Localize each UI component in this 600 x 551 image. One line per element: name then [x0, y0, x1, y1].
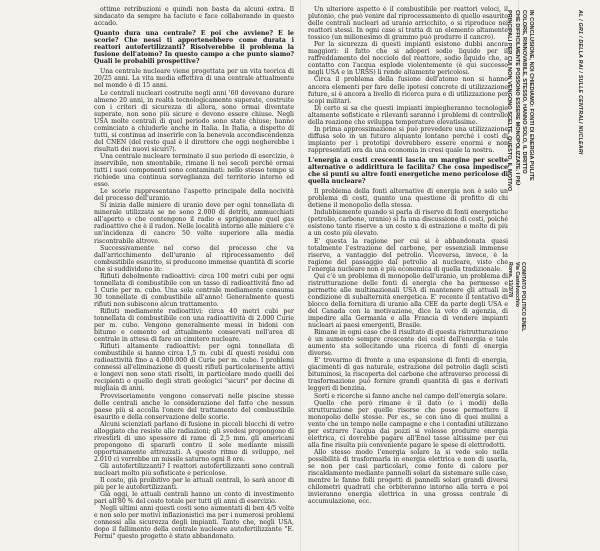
- paragraph: Quanto dura una centrale? E poi che avviene? E le scorie? Che nessi ti apportenebbero come durata i reattori autofertilizzanti? Risolverebbe il problema la fusione dell'atomo? In questo campo a che punto siamo? Quali le probabili prospettive?: [94, 30, 294, 66]
- signature-line: Via Castelvecchio: [513, 262, 520, 307]
- conclusion-line: COLORE, RINNOVABILE, STESSO, HANNO SOLO, IL DIRITTO: [520, 10, 527, 174]
- paragraph: Rimane in ogni caso che il risultato di questa ristrutturazione è un aumento sempre crescente dei costi dell'energia e tale aumento sta sollecitando una ricerca di fonti di energia diverse.: [308, 329, 508, 358]
- paragraph: Negli ultimi anni questi costi sono aumentati di ben 4/5 volte e non solo per motivi inflazionistici ma per i numerosi problemi connessi alla sicurezza degli impianti. Tanto che, negli USA, dopo il fallimento della centrale nucleare autofertilizzante "E. Fermi" questo progetto è stato abbandonato.: [94, 505, 294, 541]
- paragraph: Sorti e ricerche si fanno anche nel campo dell'energia solare.: [314, 392, 508, 400]
- paragraph: Si inizia dalle miniere di uranio dove per ogni tonnellata di minerale utilizzata se ne sono 2.000 di detriti, ammucchiati all'aperto e che contengono il radio e sprigionano quel gas radioattivo che è il radon. Nelle località intorno alle miniere c'è un'incidenza di cancro 50 volte superiore alla media riscontrabile altrove.: [94, 202, 294, 245]
- page-fold: [300, 0, 301, 551]
- paragraph: Una centrale nucleare viene progettata per un vita teorica di 20/25 anni. La vita media effettiva di una centrale attualmente nel mondo è di 15 anni.: [94, 68, 294, 90]
- paragraph: Già oggi, le attuali centrali hanno un conto di investimento pari all'80 % del costo totale per tutti gli anni di esercizio.: [94, 491, 294, 506]
- paragraph: Un ulteriore aspetto è il combustibile per reattori veloci, il plutonio, che può venire dal riprocessamento di quello esaurito delle centrali nucleari ad uranio arricchito, o si riproduce nei reattori stessi. In ogni caso si tratta di un elemento altamente tossico (un milionesimo di grammo può produrre il cancro).: [308, 6, 508, 42]
- conclusion-line: IN CONCLUSIONE, NOI CHIEDIAMO: FONTI DI ENERGIA PULITE: [528, 10, 534, 181]
- paragraph: Allo stesso modo l'energia solare la si vede solo nella possibilità di trasformarla in energia elettrica e non di usarla, se non per casi particolari, come fonte di calore per riscaldamento mediante pannelli solari da sistemare sulle case, mentre le fanno folli progetti di pannelli solari grandi diversi chilometri quadrati che orbiteranno intorno alla terra e poi invieranno energia elettrica in una grossa centrale di accumulazione, ecc.: [308, 448, 508, 506]
- paragraph: Il costo, già proibitivo per le attuali centrali, lo sarà ancor di più per le autofertilizzanti.: [94, 477, 294, 492]
- paragraph: In prima approssimazione si può prevedere una utilizzazione diffusa solo in un futuro alquanto lontano perché i costi di impianto per i prototipi dovrebbero essere enormi e non rappresentati ora da una economia in cresi quale la nostra.: [308, 125, 508, 154]
- conclusion-line: CHE DIFFICILMENTE POSSONO ESSERE MONOPOLIZZATE. I PIÙ: [513, 10, 520, 186]
- paragraph: ottime retribuzioni e quindi non basta da alcuni extra. Il sindacato da sempre ha taciuto e face collaborando in questo accado.: [94, 6, 294, 28]
- paragraph: Per la sicurezza di questi impianti esistono dubbi ancora maggiori: il fatto che si adoperi sodio liquido per il raffreddamento del nocciolo del reattore, sodio liquido che, a contatto con l'acqua esplode violentemente (è qui successo negli USA e in URSS) li rende altamente pericolosi.: [308, 41, 508, 77]
- paragraph: Le centrali nucleari costruite negli anni '60 dovevano durare almeno 20 anni, in realtà tecnologicamente superate, costruite con i criteri di sicurezza di allora, sono ormai diventate superate, non sono più sicure e devono essere chiuse. Negli USA molte centrali di quel periodo sono state chiuse; hanno cominciato a chiuderle anche in Italia. In Italia, a dispetto di tutti, si continua ad inserirle con la benevola accondiscendenza del CNEN (del resto qual è il direttore che oggi negherebbe i risultati dei nuovi sicuri?).: [94, 89, 294, 153]
- signature-line: COMITATO POLITICO ENEL: [520, 262, 526, 332]
- signature-line: Roma, 11/3/78: [507, 262, 514, 298]
- paragraph: E' trovarmo di fronte a una espansione di fonti di energia, giacimenti di gas naturale, estrazione del petrolio dagli scisti bituminosi, la riscoperta del carbone che attraverso processi di trasformazione può fornire grandi quantità di gas e derivati leggeri di benzina.: [308, 357, 508, 393]
- paragraph: L'energia a costi crescenti lascia un margine per scelte alternative o addirittura le facilita? Che cosa impedisce che si punti su altre fonti energetiche meno pericolose di quella nucleare?: [308, 156, 508, 186]
- paragraph: Il problema della fonti alternative di energia non è solo un problema di costi, quanto una questione di profitto di chi detiene il monopolio della stessa.: [308, 188, 508, 210]
- paragraph: Le scorie rappresentano l'aspetto principale della nocività del processo dell'uranio.: [94, 188, 294, 203]
- paragraph: Alcuni scienziati parlano di fusione in piccoli blocchi di vetro alloggiato che resiste alle radiazioni; gli svedesi propongono di rivestirli di uno spessore di rame di 2,5 mm. gli americani propongono di spararli contro il sole mediante missili opportunamente attrezzati. A questo ritmo di sviluppo, nel 2.010 ci vorrebbe un missile saturno ogni 8 ore.: [94, 420, 294, 463]
- side-footer-text: AL / GR1 / DELLA RAI / SULLE CENTRALI NUCLEARI: [577, 10, 583, 155]
- paragraph: Successivamente nel corso del processo che va dall'arricchimento dell'uranio al riprocessamento del combustibile esaurito, si producono immense quantità di scorie che si suddividono in:: [94, 244, 294, 273]
- paragraph: E' questa la ragione per cui si è abbandonata quasi totalmente l'estrazione del carbone, per essenziali immense riserve, a vantaggio del petrolio. Viceversa, invece, è la ragione del passaggio dal petrolio al nucleare, visto che l'energia nucleare non è più economica di quella tradizionale.: [308, 237, 508, 273]
- paragraph: Gli autofertilizzanti? I reattori autofertilizzanti sono centrali nucleari molto più sofisticate e pericolose.: [94, 463, 294, 478]
- paragraph: Provvisoriamente vengono conservati nelle piscine stesse delle centrali anche le considerazione del fatto che nessun paese più si accolla l'onere del trattamento del combustibile esaurito e della conservazione delle scorie.: [94, 392, 294, 421]
- left-text-column: [94, 6, 294, 544]
- paragraph: Rifiuti altamente radioattivi: per ogni tonnellata di combustibile si hanno circa 1,5 m. cubi di questi residui con radioattività fino a 4.000.000 di Curie per m. cubo. I problemi connessi all'eliminazione di questi rifiuti particolarmente attivi e longevi non sono stati risolti, in particolare modo quelli dei recipienti o quello degli strati geologici "sicuri" per decine di migliaia di anni.: [94, 343, 294, 393]
- paragraph: Qui c'è un problema di monopolio dell'uranio, un problema di ristrutturazione delle fonti di energia che ha permesso e permette alle multinazionali USA di mantenere gli attuali in condizione di subalternità energetica. E' recente il tentativo di blocco della fornitura di uranio alla CEE da parte degli USA e del Canada con la motivazione, dice la voto di agenzia, di impedire alla Germania e alla Francia di vendere impianti nucleari ai paesi emergenti, Brasile.: [308, 272, 508, 330]
- paragraph: Circa il problema della fusione dell'atomo non si hanno ancora elementi per fare delle ipotesi concrete di utilizzazione future, si è ancora a livello di ricerca pura e di utilizzazione per scopi militari.: [308, 76, 508, 105]
- paragraph: Rifiuti debolmente radioattivi: circa 100 metri cubi per ogni tonnellata di combustibile con un tasso di radioattività fino ad 1 Curie per m. cubo. Una sola centrale mediamente consuma 30 tonnellate di combustibile all'anno! Generalmente questi rifiuti non subiscono alcun trattamento.: [94, 272, 294, 308]
- paragraph: Quello che però rimane è il dato (o i modi) della strutturazione per quelle risorse che posse permettere il monopolio delle stesse. Per es., se con uno di quei mulini a vento che un tempo nelle campagne e che i contadini utilizzano per estrarre l'acqua dai pozzi si volesse produrre energia elettrica, ci dovrebbe pagare all'Enel tasse altissime per cui alla fine risulta più conveniente pagare le spese di elettrodotti.: [308, 399, 508, 449]
- paragraph: Indubbiamente quando si parla di riserve di fonti energetiche (petrolio, carbone, uranio) si fa una discussione di costi, poiché esistono tante riserve a un costo x di estrazione e molte di più a un costo più elevato.: [308, 209, 508, 238]
- paragraph: Di certo si sa che questi impianti impiegheranno tecnologie altamente sofisticate e rilevanti saranno i problemi di controllo della reazione che sviluppa temperature elevatissime.: [308, 104, 508, 126]
- paragraph: Una centrale nucleare terminato il suo periodo di esercizio, è inservibile, non smontabile, rimane lì nei secoli perché ormai tutti i suoi componenti sono contaminati: nello stesso tempo si richiede una continua sorveglianza del territorio interno ed esso.: [94, 152, 294, 189]
- paragraph: Rifiuti mediamente radioattivi: circa 40 metri cubi per tonnellata di combustibile con una radioattività di 2.000 Curie per m. cubo. Vengono generalmente messi in bidoni con bitume e cemento ed attualmente conservati nell'area di centrale in attesa di fare un cimitero nucleare.: [94, 307, 294, 344]
- middle-text-column: [308, 6, 508, 544]
- conclusion-line: PRINCIPALI PER CUI NON VENGONO SCELTE. QUESTO, IL MOTIVO: [506, 10, 513, 192]
